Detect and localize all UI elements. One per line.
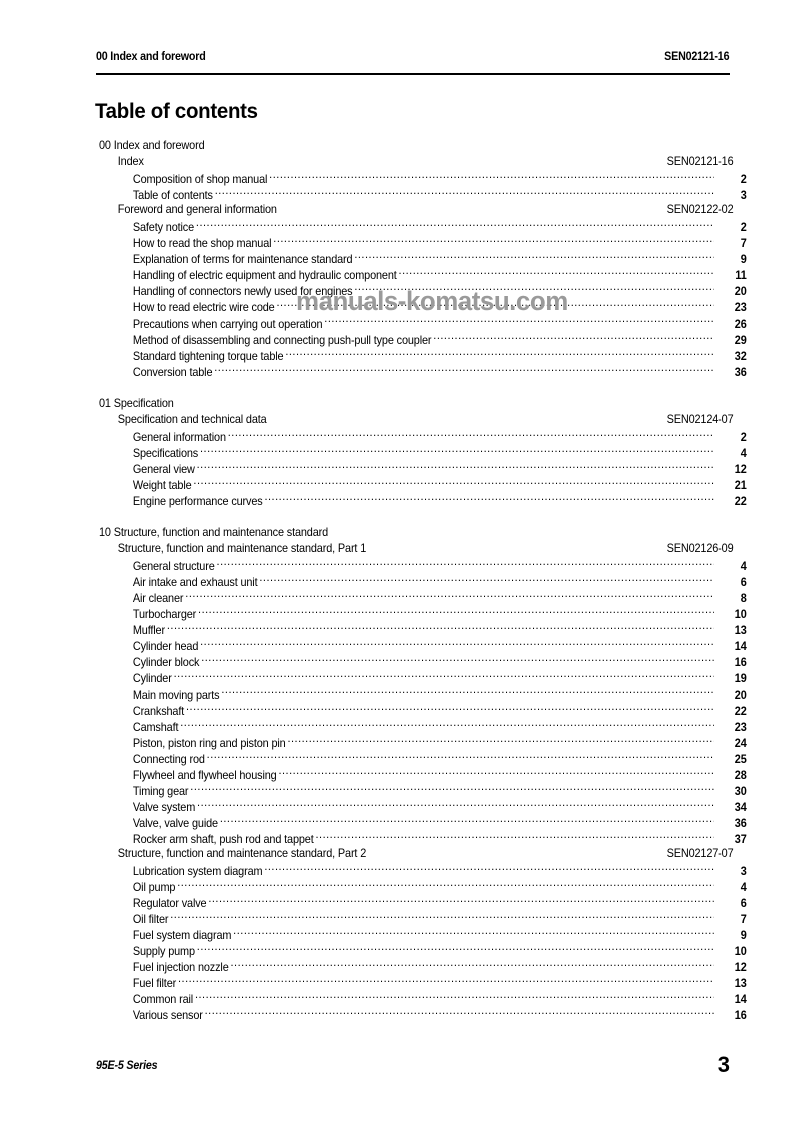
toc-dot-leader (228, 428, 714, 441)
toc-entry-page-number: 30 (734, 784, 747, 798)
toc-entry-label: General structure (132, 560, 215, 574)
toc-entry[interactable] (99, 878, 749, 894)
toc-entry-page-number: 10 (734, 945, 747, 959)
header-rule (96, 73, 730, 75)
toc-entry-label: Engine performance curves (132, 494, 263, 508)
toc-entry[interactable] (99, 621, 749, 637)
page-title: Table of contents (95, 99, 258, 123)
toc-dot-leader (233, 926, 714, 939)
toc-entry-label: Cylinder block (132, 656, 200, 670)
toc-entry-page-number: 2 (740, 430, 747, 444)
toc-entry[interactable] (99, 186, 749, 202)
toc-entry-label: Conversion table (132, 365, 213, 379)
toc-entry-label: Rocker arm shaft, push rod and tappet (132, 832, 314, 846)
toc-subsection-heading[interactable] (99, 202, 734, 218)
toc-entry-label: Cylinder head (132, 640, 199, 654)
toc-dot-leader (193, 476, 713, 489)
footer-page-number: 3 (717, 1052, 730, 1077)
toc-dot-leader (273, 234, 713, 247)
toc-subsection-code: SEN02126-09 (666, 542, 734, 556)
toc-entry[interactable] (99, 298, 749, 314)
toc-dot-leader (399, 266, 714, 279)
toc-entry[interactable] (99, 444, 749, 460)
toc-entry[interactable] (99, 990, 749, 1006)
toc-entry-page-number: 28 (734, 768, 747, 782)
toc-entry-label: Oil filter (132, 913, 169, 927)
toc-entry-label: How to read electric wire code (132, 301, 275, 315)
toc-dot-leader (217, 557, 714, 570)
toc-section-heading[interactable] (99, 525, 715, 541)
toc-entry-label: How to read the shop manual (132, 237, 272, 251)
toc-entry[interactable] (99, 476, 749, 492)
toc-entry-page-number: 29 (734, 333, 747, 347)
toc-entry[interactable] (99, 347, 749, 363)
toc-subsection-title: Index (117, 155, 144, 169)
toc-entry-page-number: 6 (740, 897, 747, 911)
toc-entry[interactable] (99, 605, 749, 621)
toc-dot-leader (197, 460, 714, 473)
toc-entry-label: Valve system (132, 800, 196, 814)
toc-entry[interactable] (99, 974, 749, 990)
toc-subsection-heading[interactable] (99, 154, 734, 170)
toc-entry[interactable] (99, 170, 749, 186)
toc-entry[interactable] (99, 1006, 749, 1022)
toc-entry-label: Regulator valve (132, 897, 207, 911)
toc-entry-page-number: 23 (734, 720, 747, 734)
toc-entry[interactable] (99, 266, 749, 282)
toc-entry[interactable] (99, 750, 749, 766)
toc-entry-page-number: 2 (740, 221, 747, 235)
toc-entry-label: Common rail (132, 993, 194, 1007)
footer-series-label: 95E-5 Series (96, 1060, 158, 1072)
toc-entry-page-number: 13 (734, 977, 747, 991)
toc-dot-leader (205, 1006, 714, 1019)
toc-dot-leader (180, 718, 714, 731)
toc-dot-leader (433, 331, 713, 344)
toc-entry[interactable] (99, 766, 749, 782)
toc-entry[interactable] (99, 331, 749, 347)
toc-dot-leader (231, 958, 714, 971)
toc-entry-label: Lubrication system diagram (132, 865, 263, 879)
toc-section-heading-label: 00 Index and foreword (99, 139, 205, 152)
toc-entry-label: Supply pump (132, 945, 195, 959)
toc-entry-page-number: 32 (734, 349, 747, 363)
toc-dot-leader (201, 653, 714, 666)
toc-entry[interactable] (99, 589, 749, 605)
toc-entry-page-number: 36 (734, 816, 747, 830)
toc-dot-leader (285, 347, 713, 360)
toc-entry-page-number: 26 (734, 317, 747, 331)
toc-entry-page-number: 13 (734, 624, 747, 638)
toc-entry[interactable] (99, 492, 749, 508)
toc-entry[interactable] (99, 669, 749, 685)
toc-dot-leader (200, 637, 714, 650)
toc-entry-label: Safety notice (132, 221, 195, 235)
toc-entry[interactable] (99, 573, 749, 589)
toc-dot-leader (197, 942, 714, 955)
toc-entry-label: Fuel filter (132, 977, 177, 991)
toc-entry-page-number: 16 (734, 656, 747, 670)
toc-entry-page-number: 20 (734, 688, 747, 702)
toc-section-heading[interactable] (99, 138, 715, 154)
toc-dot-leader (264, 862, 713, 875)
toc-entry[interactable] (99, 282, 749, 298)
toc-entry-page-number: 22 (734, 494, 747, 508)
toc-dot-leader (190, 782, 713, 795)
toc-entry[interactable] (99, 315, 749, 331)
running-header (96, 50, 730, 76)
toc-dot-leader (315, 830, 713, 843)
toc-entry-label: Weight table (132, 478, 192, 492)
toc-dot-leader (177, 878, 714, 891)
toc-entry[interactable] (99, 234, 749, 250)
toc-dot-leader (215, 186, 714, 199)
toc-section-heading[interactable] (99, 396, 715, 412)
toc-entry-label: Flywheel and flywheel housing (132, 768, 277, 782)
toc-entry-page-number: 16 (734, 1009, 747, 1023)
toc-dot-leader (174, 669, 714, 682)
toc-entry[interactable] (99, 830, 749, 846)
toc-entry[interactable] (99, 814, 749, 830)
toc-dot-leader (354, 282, 713, 295)
toc-entry-label: Various sensor (132, 1009, 203, 1023)
toc-entry[interactable] (99, 894, 749, 910)
toc-entry-page-number: 8 (740, 592, 747, 606)
toc-dot-leader (198, 605, 714, 618)
toc-subsection-heading[interactable] (99, 541, 734, 557)
toc-entry[interactable] (99, 653, 749, 669)
toc-entry[interactable] (99, 250, 749, 266)
toc-subsection-heading[interactable] (99, 846, 734, 862)
toc-entry-label: Handling of electric equipment and hydraulic component (132, 269, 397, 283)
toc-entry-page-number: 20 (734, 285, 747, 299)
toc-entry-page-number: 3 (740, 189, 747, 203)
toc-entry-page-number: 7 (740, 913, 747, 927)
toc-subsection-code: SEN02124-07 (666, 412, 734, 426)
toc-entry[interactable] (99, 428, 749, 444)
toc-entry-label: Oil pump (132, 881, 176, 895)
toc-group (99, 525, 747, 1023)
toc-entry-label: Table of contents (132, 189, 213, 203)
toc-entry-label: Valve, valve guide (132, 816, 218, 830)
toc-section-heading-label: 10 Structure, function and maintenance standard (99, 526, 329, 540)
toc-entry-page-number: 10 (734, 608, 747, 622)
toc-dot-leader (185, 589, 713, 602)
toc-entry-label: Main moving parts (132, 688, 220, 702)
toc-entry[interactable] (99, 363, 749, 379)
toc-entry-page-number: 37 (734, 832, 747, 846)
toc-subsection-title: Foreword and general information (117, 203, 277, 217)
toc-entry-page-number: 6 (740, 576, 747, 590)
toc-dot-leader (264, 492, 713, 505)
toc-entry[interactable] (99, 734, 749, 750)
toc-entry[interactable] (99, 942, 749, 958)
toc-entry-label: General information (132, 430, 226, 444)
toc-entry[interactable] (99, 798, 749, 814)
toc-entry[interactable] (99, 637, 749, 653)
toc-subsection-code: SEN02122-02 (666, 203, 734, 217)
toc-entry[interactable] (99, 686, 749, 702)
toc-entry-label: Camshaft (132, 720, 179, 734)
toc-dot-leader (259, 573, 713, 586)
toc-subsection-title: Structure, function and maintenance standard, Part 1 (117, 542, 367, 556)
toc-entry-page-number: 19 (734, 672, 747, 686)
watermark: manuals-komatsu.com (296, 286, 568, 316)
toc-entry[interactable] (99, 926, 749, 942)
toc-entry[interactable] (99, 958, 749, 974)
table-of-contents (99, 138, 747, 1023)
toc-entry-page-number: 12 (734, 462, 747, 476)
toc-entry-label: Explanation of terms for maintenance standard (132, 253, 353, 267)
toc-entry-label: Air cleaner (132, 592, 184, 606)
toc-entry-label: Fuel injection nozzle (132, 961, 229, 975)
toc-entry-page-number: 3 (740, 865, 747, 879)
toc-entry-page-number: 21 (734, 478, 747, 492)
toc-subsection-title: Structure, function and maintenance standard, Part 2 (117, 846, 367, 860)
toc-dot-leader (324, 315, 713, 328)
toc-dot-leader (276, 298, 713, 311)
header-section-label: 00 Index and foreword (96, 51, 206, 63)
toc-entry-page-number: 14 (734, 993, 747, 1007)
toc-dot-leader (186, 702, 714, 715)
toc-entry-page-number: 9 (740, 929, 747, 943)
toc-dot-leader (195, 990, 714, 1003)
toc-subsection-code: SEN02127-07 (666, 846, 734, 860)
toc-dot-leader (197, 798, 714, 811)
toc-entry[interactable] (99, 702, 749, 718)
toc-entry-page-number: 4 (740, 560, 747, 574)
toc-dot-leader (196, 218, 714, 231)
toc-entry-label: Piston, piston ring and piston pin (132, 736, 286, 750)
toc-dot-leader (278, 766, 713, 779)
toc-entry[interactable] (99, 460, 749, 476)
toc-dot-leader (214, 363, 714, 376)
toc-entry[interactable] (99, 718, 749, 734)
toc-entry[interactable] (99, 557, 749, 573)
toc-group (99, 138, 747, 379)
toc-entry-label: Muffler (132, 624, 165, 638)
toc-entry-page-number: 11 (735, 269, 747, 283)
toc-subsection-heading[interactable] (99, 412, 734, 428)
toc-subsection-code: SEN02121-16 (666, 155, 734, 169)
toc-entry-page-number: 7 (740, 237, 747, 251)
toc-entry-page-number: 14 (734, 640, 747, 654)
toc-dot-leader (207, 750, 714, 763)
toc-entry-page-number: 34 (734, 800, 747, 814)
toc-entry-label: Standard tightening torque table (132, 349, 284, 363)
toc-entry[interactable] (99, 862, 749, 878)
toc-entry-page-number: 23 (734, 301, 747, 315)
toc-entry-label: Precautions when carrying out operation (132, 317, 323, 331)
toc-entry-label: Connecting rod (132, 752, 205, 766)
toc-entry-page-number: 22 (734, 704, 747, 718)
toc-dot-leader (220, 814, 714, 827)
toc-dot-leader (200, 444, 714, 457)
toc-entry-label: Cylinder (132, 672, 172, 686)
toc-entry-label: Air intake and exhaust unit (132, 576, 258, 590)
toc-group (99, 396, 747, 508)
toc-entry-page-number: 9 (740, 253, 747, 267)
toc-subsection-title: Specification and technical data (117, 412, 267, 426)
header-document-code: SEN02121-16 (664, 51, 730, 63)
toc-entry[interactable] (99, 782, 749, 798)
toc-dot-leader (208, 894, 713, 907)
toc-entry-label: Method of disassembling and connecting push-pull type coupler (132, 333, 432, 347)
toc-entry-page-number: 12 (734, 961, 747, 975)
toc-section-heading-label: 01 Specification (99, 396, 174, 410)
toc-entry-page-number: 4 (740, 446, 747, 460)
toc-entry-label: Crankshaft (132, 704, 185, 718)
toc-dot-leader (167, 621, 714, 634)
toc-entry[interactable] (99, 910, 749, 926)
toc-dot-leader (178, 974, 714, 987)
toc-entry-label: Handling of connectors newly used for engines (132, 285, 353, 299)
toc-entry-label: General view (132, 462, 195, 476)
toc-dot-leader (269, 170, 714, 183)
toc-entry-page-number: 36 (734, 365, 747, 379)
toc-dot-leader (221, 686, 713, 699)
toc-entry-page-number: 25 (734, 752, 747, 766)
toc-entry-label: Turbocharger (132, 608, 197, 622)
toc-entry-page-number: 24 (734, 736, 747, 750)
toc-dot-leader (354, 250, 713, 263)
toc-entry-label: Timing gear (132, 784, 189, 798)
toc-entry-page-number: 4 (740, 881, 747, 895)
toc-entry-label: Composition of shop manual (132, 173, 268, 187)
toc-entry-label: Fuel system diagram (132, 929, 232, 943)
toc-dot-leader (170, 910, 714, 923)
toc-entry[interactable] (99, 218, 749, 234)
toc-entry-label: Specifications (132, 446, 199, 460)
toc-dot-leader (287, 734, 713, 747)
toc-entry-page-number: 2 (740, 173, 747, 187)
